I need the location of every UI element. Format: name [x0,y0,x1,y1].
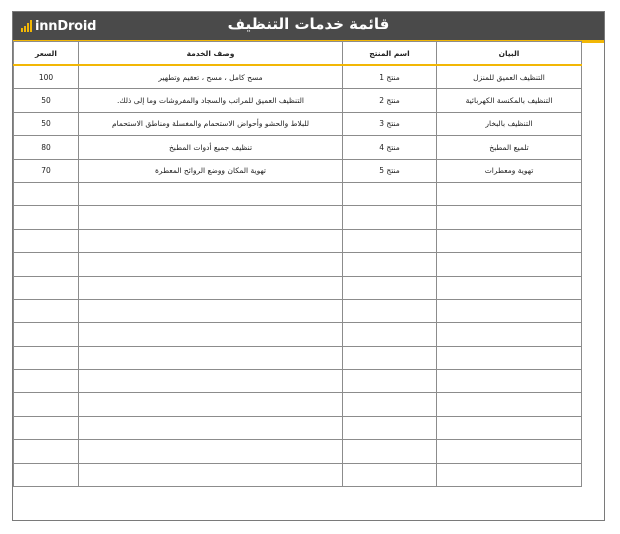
empty-cell [437,463,582,486]
column-header-price: السعر [14,42,79,66]
empty-cell [437,393,582,416]
cell-description: تهوية المكان ووضع الروائح المعطرة [79,159,343,182]
cell-statement: التنظيف بالمكنسة الكهربائية [437,89,582,112]
empty-cell [343,206,437,229]
cell-statement: التنظيف العميق للمنزل [437,65,582,89]
cell-price: 70 [14,159,79,182]
table-row [14,112,582,135]
empty-cell [79,229,343,252]
cell-description: تنظيف جميع أدوات المطبخ [79,136,343,159]
empty-cell [14,440,79,463]
logo-text: innDroid [35,18,97,34]
empty-cell [437,346,582,369]
column-header-statement: البيان [437,42,582,66]
empty-table-row [14,393,582,416]
empty-cell [343,440,437,463]
empty-cell [343,253,437,276]
cell-statement: التنظيف بالبخار [437,112,582,135]
column-header-description: وصف الخدمة [79,42,343,66]
header-bar [13,12,604,40]
empty-table-row [14,182,582,205]
empty-cell [79,393,343,416]
services-table [13,41,582,487]
empty-cell [79,206,343,229]
empty-cell [343,393,437,416]
empty-cell [343,229,437,252]
empty-cell [343,346,437,369]
table-row [14,159,582,182]
table-header-row [14,42,582,66]
empty-cell [14,229,79,252]
cell-price: 50 [14,89,79,112]
table-row [14,89,582,112]
empty-cell [79,416,343,439]
empty-cell [343,463,437,486]
empty-cell [437,229,582,252]
empty-table-row [14,463,582,486]
empty-cell [79,253,343,276]
cell-product: منتج 5 [343,159,437,182]
empty-cell [14,323,79,346]
table-row [14,136,582,159]
empty-cell [14,346,79,369]
empty-table-row [14,253,582,276]
empty-cell [437,206,582,229]
empty-cell [14,416,79,439]
cell-description: للبلاط والحشو وأحواض الاستحمام والمغسلة ومناطق الاستحمام [79,112,343,135]
cell-description: التنظيف العميق للمراتب والسجاد والمفروشات وما إلى ذلك. [79,89,343,112]
empty-table-row [14,440,582,463]
empty-cell [79,182,343,205]
column-header-product: اسم المنتج [343,42,437,66]
cell-product: منتج 2 [343,89,437,112]
empty-cell [79,463,343,486]
empty-table-row [14,229,582,252]
cell-product: منتج 3 [343,112,437,135]
page-title: قائمة خدمات التنظيف [227,15,390,33]
empty-table-row [14,299,582,322]
empty-cell [79,276,343,299]
cell-product: منتج 1 [343,65,437,89]
cell-statement: تهوية ومعطرات [437,159,582,182]
empty-cell [343,182,437,205]
cell-statement: تلميع المطبخ [437,136,582,159]
empty-table-row [14,323,582,346]
empty-cell [14,370,79,393]
empty-cell [437,323,582,346]
empty-cell [437,299,582,322]
empty-cell [79,440,343,463]
empty-cell [14,253,79,276]
empty-cell [343,299,437,322]
empty-cell [14,463,79,486]
cell-price: 50 [14,112,79,135]
empty-cell [79,323,343,346]
empty-cell [79,346,343,369]
empty-cell [437,253,582,276]
empty-cell [437,276,582,299]
empty-cell [14,393,79,416]
table-body [14,65,582,487]
empty-table-row [14,416,582,439]
empty-cell [79,370,343,393]
cell-price: 100 [14,65,79,89]
empty-table-row [14,370,582,393]
empty-cell [437,440,582,463]
empty-table-row [14,276,582,299]
empty-table-row [14,206,582,229]
empty-cell [343,276,437,299]
empty-cell [437,370,582,393]
empty-cell [14,206,79,229]
empty-cell [79,299,343,322]
empty-table-row [14,346,582,369]
cell-description: مسح كامل ، مسح ، تعقيم وتطهير [79,65,343,89]
empty-cell [14,276,79,299]
empty-cell [343,416,437,439]
table-row [14,65,582,89]
empty-cell [437,182,582,205]
cell-product: منتج 4 [343,136,437,159]
empty-cell [437,416,582,439]
empty-cell [343,323,437,346]
empty-cell [14,299,79,322]
empty-cell [14,182,79,205]
empty-cell [343,370,437,393]
cell-price: 80 [14,136,79,159]
